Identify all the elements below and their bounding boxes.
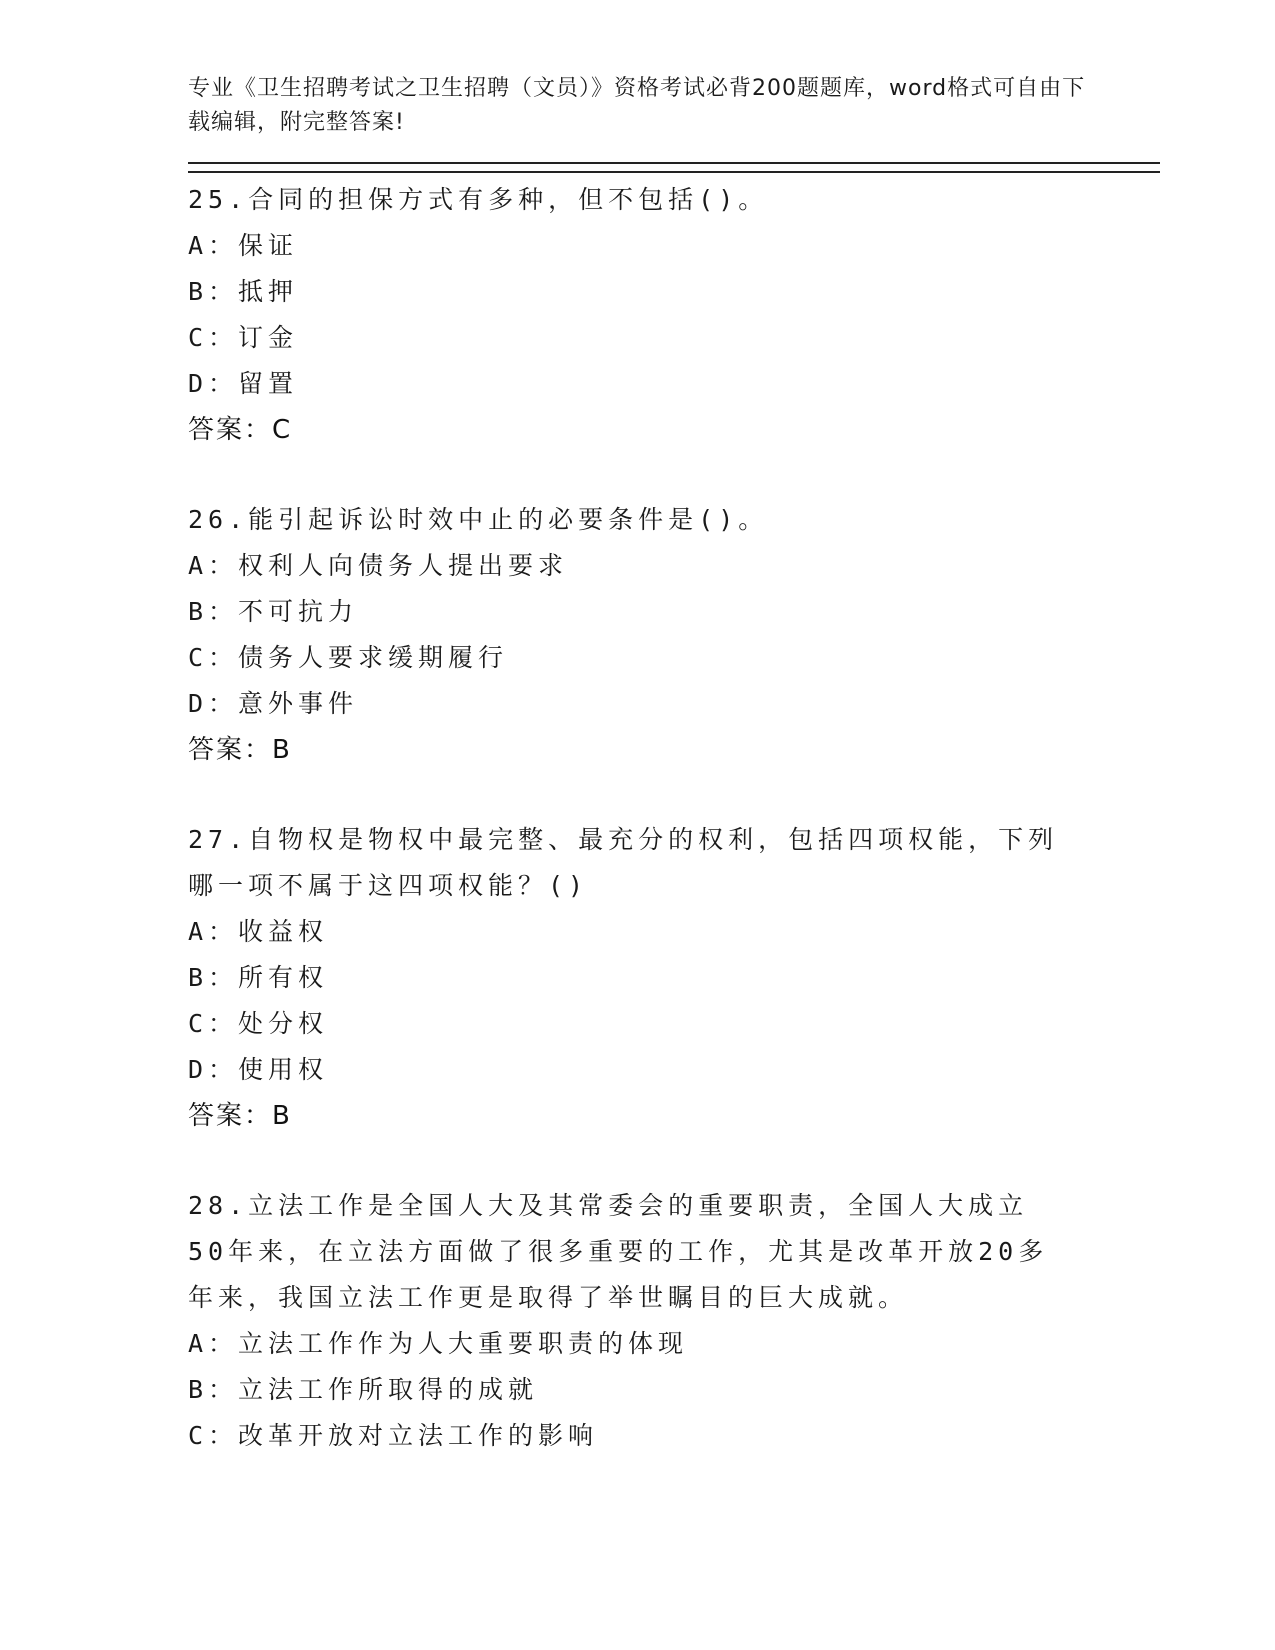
answer-option: B：不可抗力 bbox=[188, 597, 359, 626]
answer-option: B：所有权 bbox=[188, 963, 329, 992]
question-stem: 25.合同的担保方式有多种，但不包括()。 bbox=[188, 185, 769, 214]
answer-option: B：抵押 bbox=[188, 277, 299, 306]
answer-label: 答案： bbox=[188, 735, 273, 765]
answer-option: B：立法工作所取得的成就 bbox=[188, 1375, 539, 1404]
document-header: 专业《卫生招聘考试之卫生招聘（文员）》资格考试必背200题题库，word格式可自由下载编辑，附完整答案! bbox=[188, 76, 1086, 135]
answer-line bbox=[188, 407, 1160, 453]
question-stem: 28.立法工作是全国人大及其常委会的重要职责，全国人大成立50年来，在立法方面做了很多重要的工作，尤其是改革开放20多年来，我国立法工作更是取得了举世瞩目的巨大成就。 bbox=[188, 1191, 1049, 1312]
answer-label: 答案： bbox=[188, 1101, 273, 1131]
answer-option: C：订金 bbox=[188, 323, 299, 352]
question-item bbox=[188, 817, 1160, 1139]
question-list bbox=[188, 177, 1160, 1459]
answer-option: A：立法工作作为人大重要职责的体现 bbox=[188, 1329, 689, 1358]
answer-option: A：收益权 bbox=[188, 917, 329, 946]
question-stem: 27.自物权是物权中最完整、最充分的权利，包括四项权能，下列哪一项不属于这四项权能？() bbox=[188, 825, 1059, 900]
question-item bbox=[188, 1183, 1160, 1459]
question-stem: 26.能引起诉讼时效中止的必要条件是()。 bbox=[188, 505, 769, 534]
answer-line bbox=[188, 1093, 1160, 1139]
document-page bbox=[188, 72, 1160, 1503]
answer-option: C：改革开放对立法工作的影响 bbox=[188, 1421, 599, 1450]
question-item bbox=[188, 497, 1160, 773]
answer-option: A：保证 bbox=[188, 231, 299, 260]
answer-option: C：处分权 bbox=[188, 1009, 329, 1038]
answer-option: D：使用权 bbox=[188, 1055, 329, 1084]
answer-option: A：权利人向债务人提出要求 bbox=[188, 551, 569, 580]
header-double-rule bbox=[188, 162, 1160, 173]
answer-option: D：留置 bbox=[188, 369, 299, 398]
answer-line bbox=[188, 727, 1160, 773]
answer-value: B bbox=[272, 1101, 292, 1131]
answer-label: 答案： bbox=[188, 415, 273, 445]
question-item bbox=[188, 177, 1160, 453]
answer-value: B bbox=[272, 735, 292, 765]
answer-option: D：意外事件 bbox=[188, 689, 359, 718]
answer-option: C：债务人要求缓期履行 bbox=[188, 643, 509, 672]
answer-value: C bbox=[272, 415, 293, 445]
